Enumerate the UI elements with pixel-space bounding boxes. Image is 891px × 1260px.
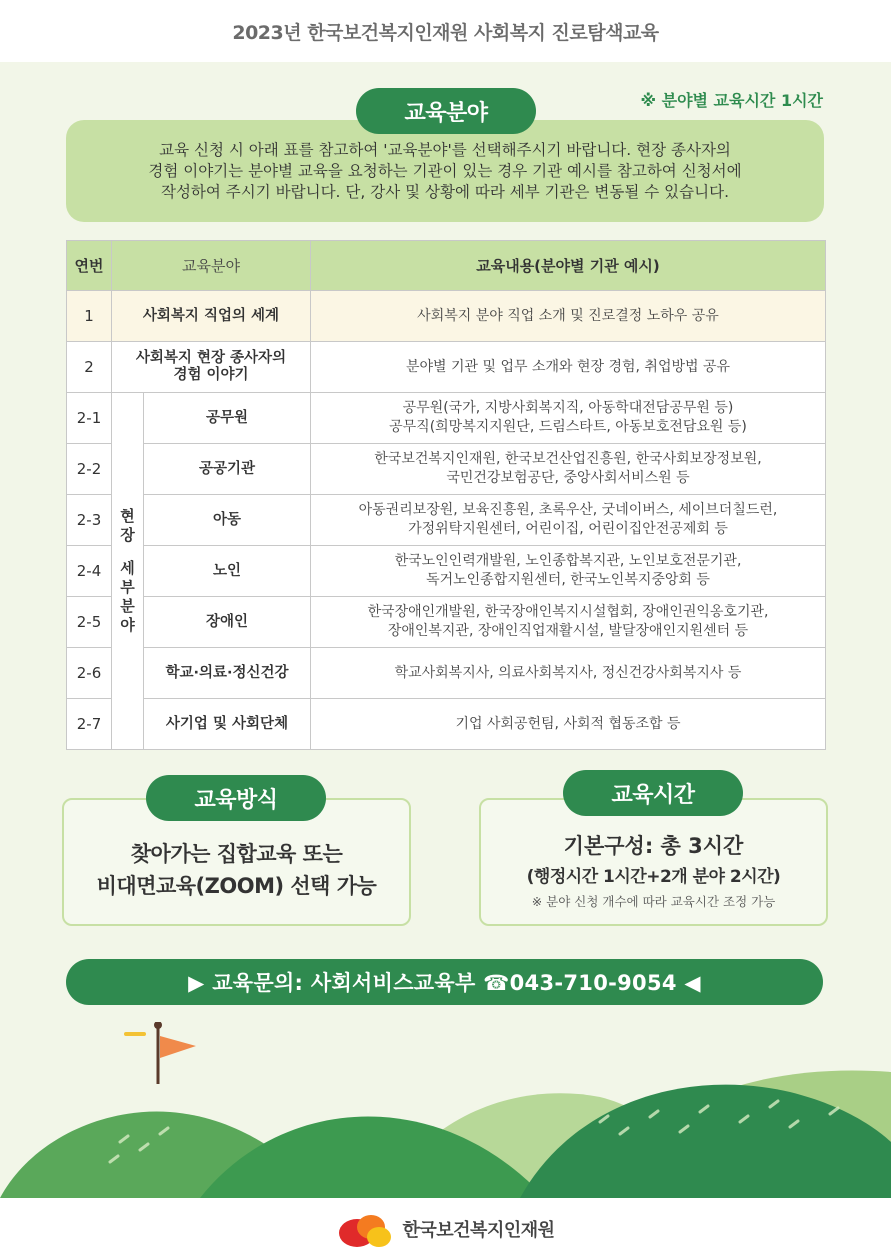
row-content — [311, 597, 826, 648]
table-row — [67, 444, 826, 495]
method-line: 비대면교육(ZOOM) 선택 가능 — [96, 874, 377, 898]
intro-line: 작성하여 주시기 바랍니다. 단, 강사 및 상황에 따라 세부 기관은 변동될 수 있습니다. — [160, 183, 730, 201]
table-row — [67, 699, 826, 750]
group-label-field-detail — [112, 393, 144, 750]
row-num: 2-7 — [67, 699, 112, 750]
row-field: 학교·의료·정신건강 — [144, 648, 311, 699]
method-section-pill: 교육방식 — [146, 775, 326, 821]
intro-box — [66, 120, 824, 222]
table-row — [67, 597, 826, 648]
time-box — [479, 798, 828, 926]
row-field — [112, 342, 311, 393]
group-label-char: 장 — [120, 526, 135, 544]
table-row — [67, 546, 826, 597]
time-per-field-note: ※ 분야별 교육시간 1시간 — [640, 91, 823, 110]
row-content: 학교사회복지사, 의료사회복지사, 정신건강사회복지사 등 — [311, 648, 826, 699]
row-content-line: 가정위탁지원센터, 어린이집, 어린이집안전공제회 등 — [408, 521, 728, 537]
poster-body — [0, 62, 891, 1198]
group-label-char: 세 — [120, 559, 135, 577]
table-header-row — [67, 241, 826, 291]
field-section-pill: 교육분야 — [356, 88, 536, 134]
row-content-line: 공무원(국가, 지방사회복지직, 아동학대전담공무원 등) — [402, 400, 734, 416]
row-content: 분야별 기관 및 업무 소개와 현장 경험, 취업방법 공유 — [311, 342, 826, 393]
row-content-line: 독거노인종합지원센터, 한국노인복지중앙회 등 — [426, 572, 710, 588]
row-num: 2-6 — [67, 648, 112, 699]
row-num: 2-3 — [67, 495, 112, 546]
row-content-line: 공무직(희망복지지원단, 드림스타트, 아동보호전담요원 등) — [389, 419, 747, 435]
row-field-line: 사회복지 현장 종사자의 — [135, 350, 287, 366]
table-row — [67, 342, 826, 393]
group-label-char: 현 — [120, 507, 135, 525]
page-title: 2023년 한국보건복지인재원 사회복지 진로탐색교육 — [0, 0, 891, 62]
table-row — [67, 495, 826, 546]
row-num: 2 — [67, 342, 112, 393]
row-content — [311, 495, 826, 546]
time-section-pill: 교육시간 — [563, 770, 743, 816]
row-content: 사회복지 분야 직업 소개 및 진로결정 노하우 공유 — [311, 291, 826, 342]
table-row — [67, 648, 826, 699]
row-content — [311, 393, 826, 444]
flag-icon — [154, 1022, 196, 1084]
time-note-text: ※ 분야 신청 개수에 따라 교육시간 조정 가능 — [531, 894, 776, 909]
group-label-char: 부 — [120, 578, 135, 596]
row-field: 공무원 — [144, 393, 311, 444]
method-line: 찾아가는 집합교육 또는 — [130, 842, 343, 866]
row-field: 장애인 — [144, 597, 311, 648]
row-num: 1 — [67, 291, 112, 342]
row-field: 공공기관 — [144, 444, 311, 495]
table-row — [67, 393, 826, 444]
row-field: 아동 — [144, 495, 311, 546]
row-field-line: 경험 이야기 — [173, 367, 249, 383]
row-content-line: 한국보건복지인재원, 한국보건산업진흥원, 한국사회보장정보원, — [374, 451, 762, 467]
row-field: 사기업 및 사회단체 — [144, 699, 311, 750]
org-logo-icon — [337, 1209, 393, 1249]
row-num: 2-1 — [67, 393, 112, 444]
education-field-table — [66, 240, 826, 750]
row-field: 사회복지 직업의 세계 — [112, 291, 311, 342]
row-content-line: 한국장애인개발원, 한국장애인복지시설협회, 장애인권익옹호기관, — [367, 604, 769, 620]
header-num: 연번 — [67, 241, 112, 291]
row-num: 2-5 — [67, 597, 112, 648]
group-label-char: 야 — [120, 616, 135, 634]
method-description — [64, 838, 409, 902]
org-name: 한국보건복지인재원 — [402, 1220, 555, 1241]
row-content-line: 아동권리보장원, 보육진흥원, 초록우산, 굿네이버스, 세이브더칠드런, — [358, 502, 778, 518]
time-sub-text: (행정시간 1시간+2개 분야 2시간) — [526, 867, 781, 887]
intro-line: 경험 이야기는 분야별 교육을 요청하는 기관이 있는 경우 기관 예시를 참고하여 신청서에 — [148, 162, 742, 180]
footer — [0, 1198, 891, 1260]
row-content-line: 장애인복지관, 장애인직업재활시설, 발달장애인지원센터 등 — [387, 623, 749, 639]
group-label-char: 분 — [120, 597, 135, 615]
contact-banner: ▶ 교육문의: 사회서비스교육부 ☎043-710-9054 ◀ — [66, 959, 823, 1005]
time-main-text: 기본구성: 총 3시간 — [563, 834, 744, 858]
table-row — [67, 291, 826, 342]
header-content: 교육내용(분야별 기관 예시) — [311, 241, 826, 291]
row-content-line: 한국노인인력개발원, 노인종합복지관, 노인보호전문기관, — [394, 553, 742, 569]
hills-illustration — [0, 1022, 891, 1198]
row-num: 2-4 — [67, 546, 112, 597]
row-content-line: 국민건강보험공단, 중앙사회서비스원 등 — [446, 470, 690, 486]
row-num: 2-2 — [67, 444, 112, 495]
row-content: 기업 사회공헌팀, 사회적 협동조합 등 — [311, 699, 826, 750]
intro-line: 교육 신청 시 아래 표를 참고하여 '교육분야'를 선택해주시기 바랍니다. 현장 종사자의 — [159, 141, 731, 159]
row-field: 노인 — [144, 546, 311, 597]
header-field: 교육분야 — [112, 241, 311, 291]
row-content — [311, 546, 826, 597]
row-content — [311, 444, 826, 495]
